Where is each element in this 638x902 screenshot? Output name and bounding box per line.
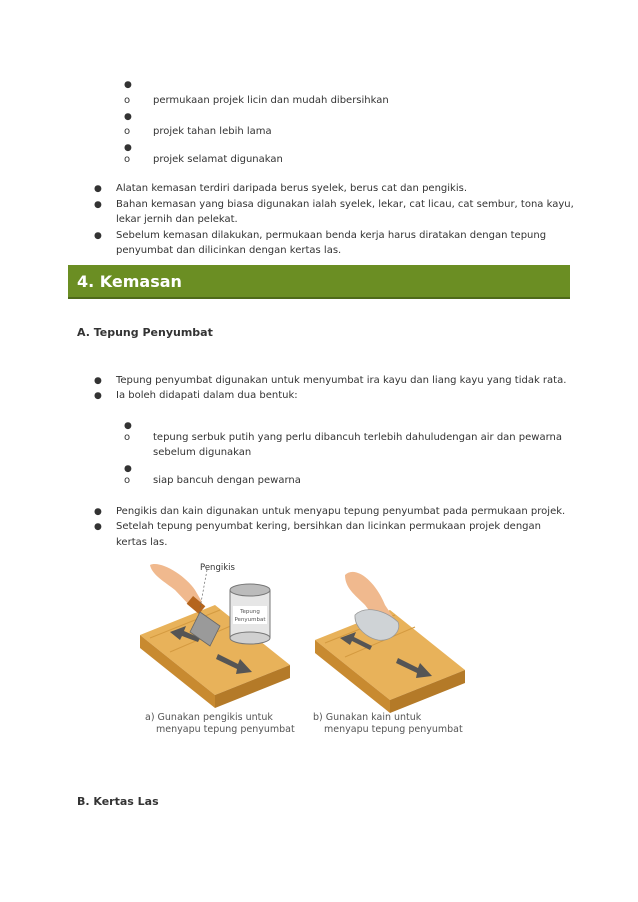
bullet-text: Setelah tepung penyumbat kering, bersihkan dan licinkan permukaan projek dengan — [116, 521, 541, 532]
subsection-heading: A. Tepung Penyumbat — [77, 326, 213, 339]
bullet: ● — [94, 376, 102, 386]
section-banner: 4. Kemasan — [68, 265, 570, 299]
bullet-text: Sebelum kemasan dilakukan, permukaan benda kerja harus diratakan dengan tepung — [116, 230, 547, 241]
can-label: Penyumbat — [234, 617, 266, 623]
caption-b: menyapu tepung penyumbat — [324, 724, 463, 735]
empty-bullet: ● — [124, 112, 132, 122]
sublist-item: tepung serbuk putih yang perlu dibancuh terlebih dahuludengan air dan pewarna — [153, 432, 563, 443]
bullet-text: Tepung penyumbat digunakan untuk menyumbat ira kayu dan liang kayu yang tidak rata. — [116, 375, 567, 386]
caption-b: b) Gunakan kain untuk — [313, 712, 422, 723]
bullet-text: Bahan kemasan yang biasa digunakan ialah syelek, lekar, cat licau, cat sembur, tona kayu, — [116, 199, 574, 210]
empty-bullet: ● — [124, 80, 132, 90]
ring-bullet: o — [124, 432, 131, 443]
bullet-text: Ia boleh didapati dalam dua bentuk: — [116, 390, 298, 401]
empty-bullet: ● — [124, 464, 132, 474]
sublist-item: projek selamat digunakan — [153, 154, 283, 165]
sublist-item: projek tahan lebih lama — [153, 126, 272, 137]
bullet: ● — [94, 184, 102, 194]
bullet-text: lekar jernih dan pelekat. — [116, 214, 238, 225]
bullet: ● — [94, 391, 102, 401]
ring-bullet: o — [124, 95, 131, 106]
caption-a: a) Gunakan pengikis untuk — [145, 712, 273, 723]
bullet: ● — [94, 522, 102, 532]
bullet-text: Alatan kemasan terdiri daripada berus syelek, berus cat dan pengikis. — [116, 183, 467, 194]
tool-label: Pengikis — [200, 563, 235, 573]
empty-bullet: ● — [124, 421, 132, 431]
illustration — [140, 560, 480, 750]
sublist-item: siap bancuh dengan pewarna — [153, 475, 301, 486]
bullet: ● — [94, 507, 102, 517]
illustration-svg — [140, 560, 480, 750]
sublist-item: permukaan projek licin dan mudah dibersihkan — [153, 95, 389, 106]
subsection-heading: B. Kertas Las — [77, 795, 159, 808]
caption-a: menyapu tepung penyumbat — [156, 724, 295, 735]
ring-bullet: o — [124, 154, 131, 165]
bullet: ● — [94, 200, 102, 210]
bullet: ● — [94, 231, 102, 241]
sublist-item: sebelum digunakan — [153, 447, 252, 458]
bullet-text: Pengikis dan kain digunakan untuk menyapu tepung penyumbat pada permukaan projek. — [116, 506, 566, 517]
ring-bullet: o — [124, 475, 131, 486]
can-label: Tepung — [240, 609, 260, 615]
empty-bullet: ● — [124, 143, 132, 153]
bullet-text: kertas las. — [116, 537, 168, 548]
bullet-text: penyumbat dan dilicinkan dengan kertas las. — [116, 245, 342, 256]
can-icon — [230, 584, 270, 644]
ring-bullet: o — [124, 126, 131, 137]
